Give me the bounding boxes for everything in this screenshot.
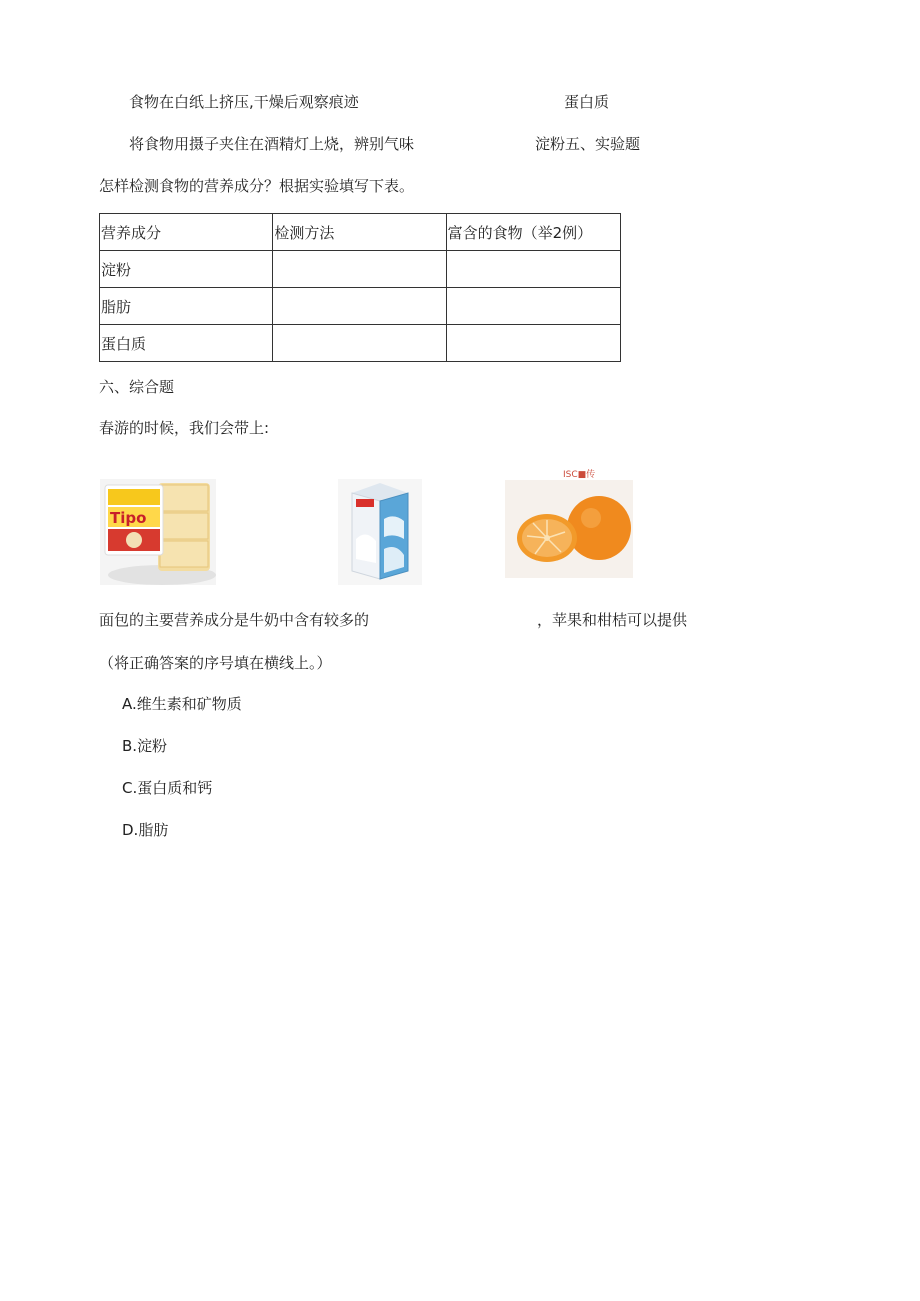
table-row bbox=[100, 325, 621, 362]
table-row bbox=[100, 251, 621, 288]
bread-brand-text: Tipo bbox=[110, 509, 147, 527]
section-6-title: 六、综合题 bbox=[99, 378, 175, 396]
fill-sentence-part-1: 面包的主要营养成分是牛奶中含有较多的 bbox=[99, 611, 370, 629]
table-cell-foods[interactable] bbox=[446, 251, 620, 288]
table-header-cell: 检测方法 bbox=[273, 214, 446, 251]
table-cell-nutrient: 淀粉 bbox=[100, 251, 273, 288]
option-c: C.蛋白质和钙 bbox=[122, 779, 213, 797]
table-header-cell: 营养成分 bbox=[100, 214, 273, 251]
table-row bbox=[100, 288, 621, 325]
nutrient-answer-2: 淀粉五、实验题 bbox=[535, 135, 641, 153]
nutrient-table bbox=[99, 213, 621, 362]
table-cell-nutrient: 蛋白质 bbox=[100, 325, 273, 362]
option-b: B.淀粉 bbox=[122, 737, 168, 755]
table-cell-nutrient: 脂肪 bbox=[100, 288, 273, 325]
table-cell-foods[interactable] bbox=[446, 288, 620, 325]
nutrient-answer-1: 蛋白质 bbox=[564, 93, 610, 111]
table-cell-foods[interactable] bbox=[446, 325, 620, 362]
table-cell-method[interactable] bbox=[273, 288, 446, 325]
orange-watermark: ISC■传 bbox=[563, 470, 596, 480]
method-line-1: 食物在白纸上挤压,干燥后观察痕迹 bbox=[129, 93, 359, 111]
table-cell-method[interactable] bbox=[273, 251, 446, 288]
table-cell-method[interactable] bbox=[273, 325, 446, 362]
option-a: A.维生素和矿物质 bbox=[122, 695, 242, 713]
bread-image bbox=[100, 479, 216, 585]
fill-sentence-part-2: ，苹果和柑桔可以提供 bbox=[537, 611, 688, 629]
question-intro: 怎样检测食物的营养成分？根据实验填写下表。 bbox=[99, 177, 415, 195]
trip-line: 春游的时候，我们会带上: bbox=[99, 419, 270, 437]
table-header-cell: 富含的食物（举2例） bbox=[446, 214, 620, 251]
milk-carton-image bbox=[338, 479, 422, 585]
instruction-text: （将正确答案的序号填在横线上。） bbox=[99, 654, 332, 672]
method-line-2: 将食物用摄子夹住在酒精灯上烧，辨别气味 bbox=[129, 135, 415, 153]
option-d: D.脂肪 bbox=[122, 821, 169, 839]
orange-image bbox=[505, 466, 633, 578]
table-header-row bbox=[100, 214, 621, 251]
